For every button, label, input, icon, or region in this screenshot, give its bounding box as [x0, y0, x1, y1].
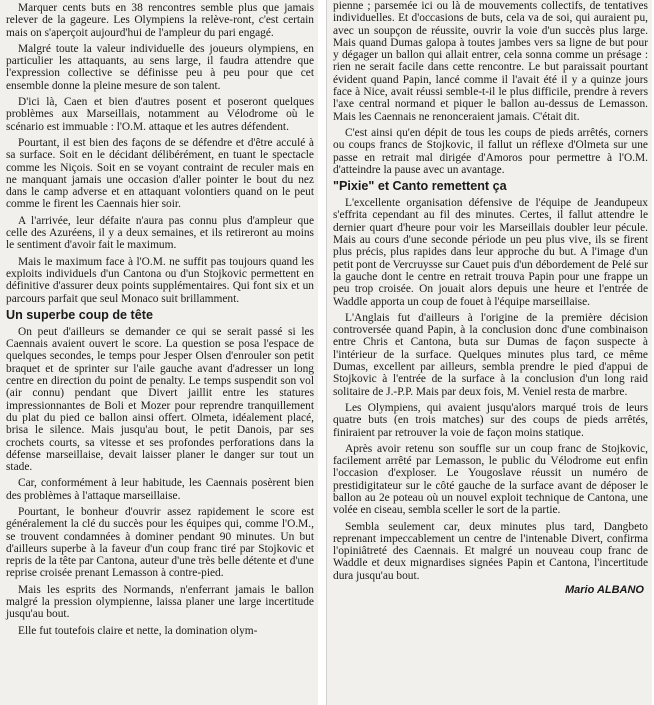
article-paragraph: Pourtant, il est bien des façons de se défendre et d'être acculé à sa surface. Soit en le décidant délibérément, en tuant le spectacle comme les Niçois. Soit en se voyant contraint de reculer mais en ne manquant jamais une occasion d'aller pointer le bout du nez dans le camp adverse et en attaquant volontiers quand on le peut comme le firent les Caennais hier soir. [6, 136, 314, 211]
article-paragraph: Les Olympiens, qui avaient jusqu'alors marqué trois de leurs quatre buts (en trois matches) sur des coups de pieds arrêtés, finiraient par retrouver la voie de façon moins statique. [333, 401, 648, 439]
article-paragraph: A l'arrivée, leur défaite n'aura pas connu plus d'ampleur que celle des Azuréens, il y a deux semaines, et ils retireront au moins le sentiment d'avoir fait le maximum. [6, 214, 314, 252]
article-paragraph: Mais les esprits des Normands, n'enferrant jamais le ballon malgré la pression olympienne, laissa planer une large incertitude jusqu'au bout. [6, 583, 314, 621]
article-paragraph: Pourtant, le bonheur d'ouvrir assez rapidement le score est généralement la clé du succès pour les équipes qui, comme l'O.M., se trouvent condamnées à dominer pendant 90 minutes. Un but d'ailleurs superbe à la faveur d'un coup franc tiré par Stojkovic et repris de la tête par Cantona, auteur d'une très belle détente et d'une reprise croisée prenant Lemasson à contre-pied. [6, 505, 314, 580]
article-paragraph: L'excellente organisation défensive de l'équipe de Jeandupeux s'effrita cependant au fil des minutes. Certes, il fallut attendre le dernier quart d'heure pour voir les Marseillais doubler leur pécule. Mais au cours d'une seconde période un peu plus vive, ils se firent plus précis, plus rapides dans leur approche du but. A l'image d'un petit pont de Vercruysse sur Cauet puis d'un débordement de Pelé sur la gauche dont le centre en retrait trouva Papin pour une frappe un peu trop croisée. On jouait alors depuis une heure et l'entrée de Waddle apporta un coup de fouet à l'équipe marseillaise. [333, 197, 648, 308]
right-column [326, 0, 652, 705]
article-paragraph: D'ici là, Caen et bien d'autres posent et poseront quelques problèmes aux Marseillais, notamment au Vélodrome où le scénario est immuable : l'O.M. attaque et les autres défendent. [6, 96, 314, 133]
article-paragraph: L'Anglais fut d'ailleurs à l'origine de la première décision controversée quand Papin, à la conclusion donc d'une combinaison entre Chris et Cantona, buta sur Dumas de façon suspecte à l'intérieur de la surface. Quelques minutes plus tard, ce même Dumas, excellent par ailleurs, sembla prendre le pied d'appui de Stojkovic à l'entrée de la surface à la conclusion d'un long raid solitaire de J.-P.P. Mais par deux fois, M. Veniel resta de marbre. [333, 311, 648, 398]
article-paragraph: Sembla seulement car, deux minutes plus tard, Dangbeto reprenant impeccablement un centre de l'intenable Divert, confirma l'opiniâtreté des Caennais. Et malgré un nouveau coup franc de Waddle et deux mignardises signées Papin et Cantona, l'incertitude dura jusqu'au bout. [333, 520, 648, 582]
article-paragraph: Malgré toute la valeur individuelle des joueurs olympiens, en particulier les attaquants, au sens large, il faudra attendre que l'expression collective se définisse peu à peu pour que cet ensemble donne la pleine mesure de son talent. [6, 42, 314, 92]
article-paragraph: Après avoir retenu son souffle sur un coup franc de Stojkovic, facilement arrêté par Lemasson, le public du Vélodrome eut enfin l'occasion d'exploser. Le Yougoslave réussit un numéro de prestidigitateur sur le côté gauche de la surface avant de déposer le ballon au 2e poteau où un nouvel exploit technique de Cantona, une volée en ciseau, sembla sceller le sort de la partie. [333, 442, 648, 517]
article-paragraph: Car, conformément à leur habitude, les Caennais posèrent bien des problèmes à l'attaque marseillaise. [6, 477, 314, 502]
article-paragraph: Elle fut toutefois claire et nette, la domination olym- [18, 624, 258, 637]
article-paragraph: On peut d'ailleurs se demander ce qui se serait passé si les Caennais avaient ouvert le score. La question se posa l'espace de quelques secondes, le temps pour Jesper Olsen d'enrouler son petit braquet et de sprinter sur l'aile gauche avant d'adresser un long centre en direction du point de penalty. Le temps suspendit son vol (air connu) pendant que Divert jaillit entre les statures impressionnantes de Boli et Mozer pour reprendre tranquillement du plat du pied ce ballon ainsi offert. Olmeta, idéalement placé, brisa le silence. Mais jusqu'au bout, le petit Danois, par ses crochets courts, sa vitesse et ses profondes perforations dans la défense marseillaise, devait laisser planer le danger sur tout un stade. [6, 325, 314, 474]
article-paragraph: Mais le maximum face à l'O.M. ne suffit pas toujours quand les exploits individuels d'un Cantona ou d'un Stojkovic permettent en définitive d'assurer deux points supplémentaires. Qui font six et un parcours parfait que seul Monaco suit brillamment. [6, 255, 314, 305]
article-paragraph: C'est ainsi qu'en dépit de tous les coups de pieds arrêtés, corners ou coups francs de Stojkovic, il fallut un réflexe d'Olmeta sur une passe en retrait mal dirigée d'Amoros pour permettre à l'O.M. d'atteindre la pause avec un avantage. [333, 126, 648, 176]
left-column [0, 0, 318, 705]
author-signature: Mario ALBANO [564, 584, 644, 597]
article-paragraph: pienne ; parsemée ici ou là de mouvements collectifs, de tentatives individuelles. Et d'occasions de buts, cela va de soi, qui auraient pu, avec un soupçon de réussite, ouvrir la voie d'un succès plus large. Mais quand Dumas galopa à toutes jambes vers sa ligne de but pour y dégager un ballon qui allait entrer, cela sonna comme un présage : rien ne serait facile dans cette rencontre. Le but paraissait pourtant évident quand Papin, lancé comme il l'avait été il y a quinze jours face à Nice, avait réussi semble-t-il le plus difficile, prendre à revers l'axe central normand et piquer le ballon au-dessus de Lemasson. Mais les Caennais ne renonceraient jamais. C'était dit. [333, 0, 648, 123]
section-heading: Un superbe coup de tête [6, 307, 153, 322]
section-heading: "Pixie" et Canto remettent ça [333, 179, 507, 194]
article-paragraph: Marquer cents buts en 38 rencontres semble plus que jamais relever de la gageure. Les Olympiens la relève-ront, c'est certain mais on s'aperçoit aujourd'hui de l'ampleur du pari engagé. [6, 2, 314, 39]
